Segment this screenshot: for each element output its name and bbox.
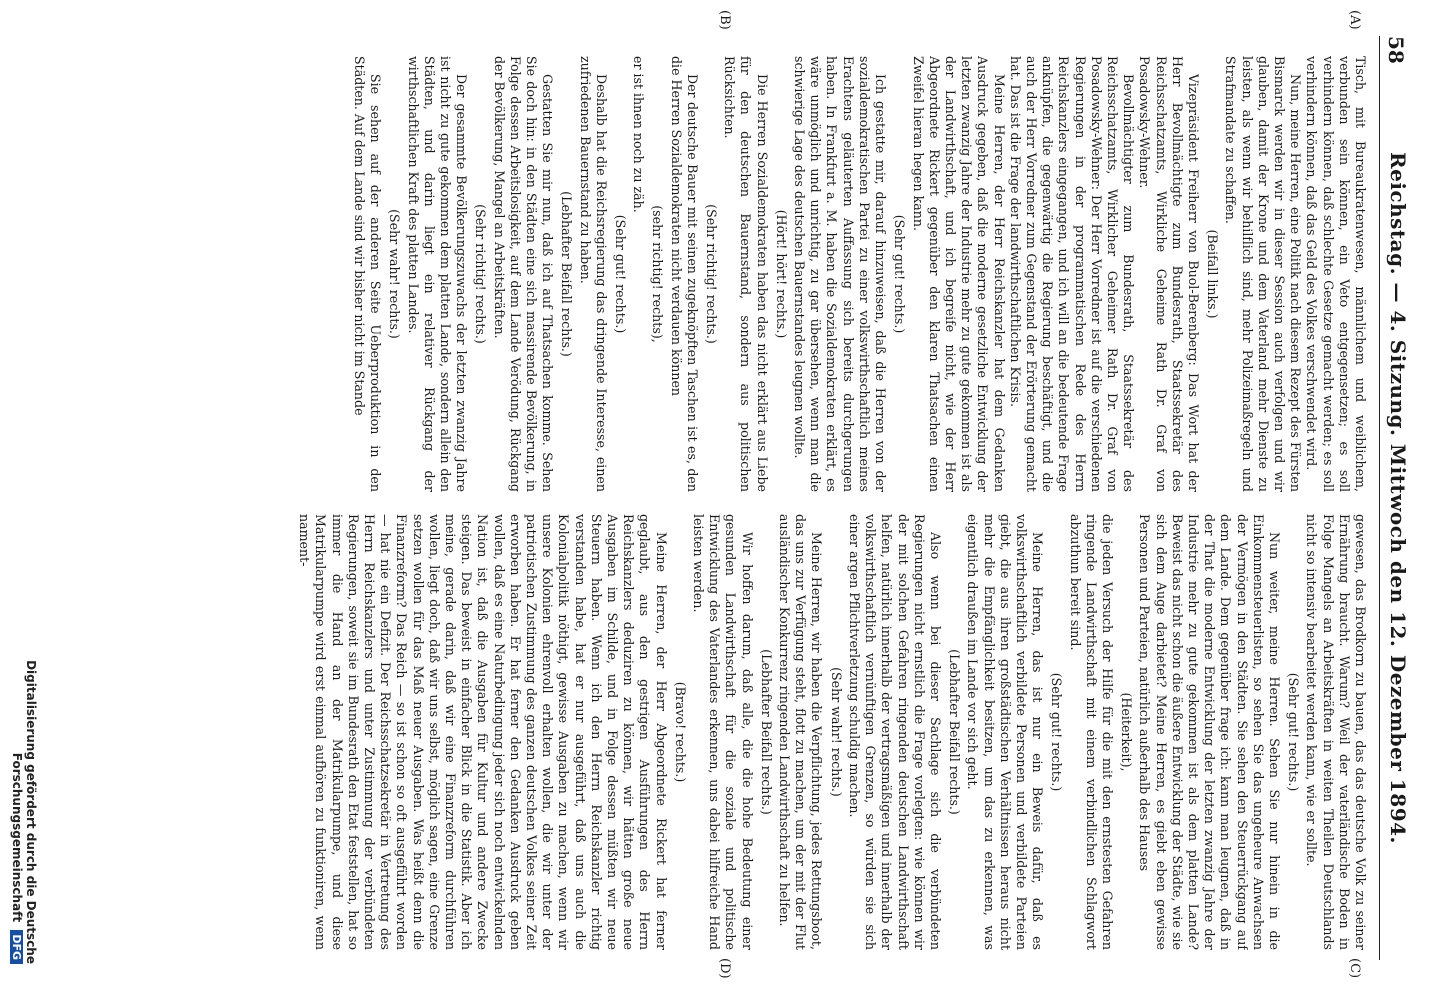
- paragraph: Bevollmächtigter zum Bundesrath, Staatssekretär des Reichsschatzamts, Wirklicher Geheimer Rath Dr. Graf von Posadowsky-Wehner: Der Herr Vorredner ist auf die verschiedenen Regierungen in der programmatischen Rede des Herrn Reichskanzlers eingegangen, und ich will an die bedeutende Frage anknüpfen, die gegenwärtig die Regierung beschäftigt, und die auch der Herr Vorredner zum Gegenstand der Erörterung gemacht hat. Das ist die Frage der landwirthschaftlichen Krisis.: [1007, 56, 1137, 492]
- stage-direction: (Sehr gut! rechts.): [613, 214, 629, 334]
- margin-marker-c: (C): [1347, 958, 1362, 979]
- paragraph: Nun, meine Herren, eine Politik nach diesem Rezept des Fürsten Bismarck werden wir in dieser Session auch verfolgen und wir glauben, damit der Krone und dem Vaterland mehr Dienste zu leisten, als wenn wir behilflich sind, mehr Polizeimaßregeln und Strafmandate zu schaffen.: [1223, 56, 1304, 492]
- digitization-credit: [10, 560, 38, 964]
- stage-direction: (sehr richtig! rechts),: [650, 205, 666, 343]
- left-column: [70, 56, 1368, 492]
- paragraph: Tisch, mit Bureaukratenwesen, männlichem und weiblichem, verbunden sein können, ein Veto entgegensetzen; es soll verhindern können, daß schlechte Gesetze gemacht werden; es soll verhindern können, daß das Geld des Volkes verschwendet wird.: [1304, 56, 1368, 492]
- stage-direction: (Sehr wahr! rechts.): [387, 209, 403, 339]
- stage-direction: (Sehr richtig! rechts.): [473, 204, 489, 344]
- stage-direction: (Sehr gut! rechts.): [892, 214, 908, 334]
- stage-direction: (Sehr gut! rechts.): [1286, 672, 1302, 792]
- credit-text: Digitalisierung gefördert durch die Deutsche Forschungsgemeinschaft: [10, 660, 38, 964]
- paragraph: Meine Herren, der Herr Reichskanzler hat dem Gedanken Ausdruck gegeben, daß die moderne gesetzliche Entwicklung der letzten zwanzig Jahre der Industrie mehr zu gute gekommen ist als der Landwirthschaft, und ich begreife nicht, wie der Herr Abgeordnete Rickert gegenüber den klaren Thatsachen einen Zweifel hieran hegen kann.: [910, 56, 1007, 492]
- paragraph: Die Herren Sozialdemokraten haben das nicht erklärt aus Liebe für den deutschen Bauernstand, sondern aus politischen Rücksichten.: [722, 56, 770, 492]
- stage-direction: (Lebhafter Beifall rechts.): [758, 649, 774, 815]
- paragraph: die jeden Versuch der Hilfe für die mit den ernstesten Gefahren ringende Landwirthschaft mit einem verbindlichen Schlagwort abzuthun bereit sind.: [1067, 514, 1115, 950]
- stage-direction: (Heiterkeit),: [1119, 692, 1135, 772]
- paragraph: Deshalb hat die Reichsregierung das dringende Interesse, einen zufriedenen Bauernstand zu haben.: [577, 56, 609, 492]
- stage-direction: (Beifall links.): [1205, 229, 1221, 319]
- paragraph: Wir hoffen darum, daß alle, die die hohe Bedeutung einer gesunden Landwirthschaft für die soziale und politische Entwicklung des Vaterlandes erkennen, uns dabei hilfreiche Hand leisten werden.: [691, 514, 755, 950]
- paragraph: Also wenn bei dieser Sachlage sich die verbündeten Regierungen nicht ernstlich die Frage vorlegten: wie können wir der mit solchen Gefahren ringenden deutschen Landwirthschaft helfen, natürlich innerhalb der vertragsmäßigen und innerhalb der volkswirthschaftlich vernünftigen Grenzen, so würden sie sich einer argen Pflichtverletzung schuldig machen.: [846, 514, 943, 950]
- stage-direction: (Bravo! rechts.): [672, 681, 688, 783]
- page-number: 58: [1384, 36, 1408, 64]
- dfg-logo: DFG: [10, 930, 23, 964]
- paragraph: Ich gestatte mir, darauf hinzuweisen, daß die Herren von der sozialdemokratischen Partei zu einer volkswirthschaftlich meines Erachtens geläuterten Auffassung sich bereits durchgerungen haben. In Frankfurt a. M. haben die Sozialdemokraten erklärt, es wäre unmöglich und unrichtig, zu gar übersehen, wenn man die schwierige Lage des deutschen Bauernstandes leugnen wollte.: [792, 56, 889, 492]
- paragraph: Gestatten Sie mir nun, daß ich auf Thatsachen komme. Sehen Sie doch hin: in den Städten eine sich massirende Bevölkerung, in Folge dessen Arbeitslosigkeit, auf dem Lande Verödung, Rückgang der Bevölkerung, Mangel an Arbeitskräften.: [491, 56, 556, 492]
- paragraph: Der deutsche Bauer mit seinen zugeknöpften Taschen ist es, den die Herren Sozialdemokraten nicht verdauen können: [668, 56, 700, 492]
- stage-direction: (Sehr wahr! rechts.): [828, 667, 844, 797]
- stage-direction: (Sehr gut! rechts.): [1049, 672, 1065, 792]
- page-header: [1379, 36, 1414, 960]
- paragraph: Meine Herren, wir haben die Verpflichtung, jedes Rettungsboot, das uns zur Verfügung steht, flott zu machen, um der mit der Flut ausländischer Konkurrenz ringenden Landwirthschaft zu helfen.: [777, 514, 825, 950]
- right-column: [70, 514, 1368, 950]
- page-title: Reichstag. — 4. Sitzung. Mittwoch den 12. Dezember 1894.: [1386, 151, 1410, 845]
- paragraph: Der gesammte Bevölkerungszuwachs der letzten zwanzig Jahre ist nicht zu gute gekommen dem platten Lande, sondern allein den Städten, und darin liegt ein relativer Rückgang der wirthschaftlichen Kraft des platten Landes.: [405, 56, 470, 492]
- paragraph: Sie sehen auf der anderen Seite Ueberproduktion in den Städten. Auf dem Lande sind wir bisher nicht im Stande: [352, 56, 384, 492]
- stage-direction: (Sehr richtig! rechts.): [704, 204, 720, 344]
- stage-direction: (Lebhafter Beifall rechts.): [947, 649, 963, 815]
- paragraph: Vizepräsident Freiherr von Buol-Berenberg: Das Wort hat der Herr Bevollmächtigte zum Bundesrath, Staatssekretär des Reichsschatzamts, Wirkliche Geheime Rath Dr. Graf von Posadowsky-Wehner.: [1137, 56, 1201, 492]
- stage-direction: (Lebhafter Beifall rechts.): [559, 191, 575, 357]
- margin-marker-b: (B): [717, 10, 732, 30]
- margin-marker-a: (A): [1347, 10, 1362, 30]
- paragraph: er ist ihnen noch zu zäh.: [631, 56, 647, 213]
- paragraph: Meine Herren, das ist nur ein Beweis dafür, daß es volkswirthschaftlich verbildete Personen und verbildete Parteien giebt, die aus ihren großstädtischen Verhältnissen heraus nicht mehr die Empfänglichkeit besitzen, um das zu erkennen, was eigentlich draußen im Lande vor sich geht.: [965, 514, 1046, 950]
- paragraph: gewesen, das Brodkorn zu bauen, das das deutsche Volk zu seiner Ernährung braucht. Warum? Weil der vaterländische Boden in Folge Mangels an Arbeitskräften in weiten Theilen Deutschlands nicht so intensiv bearbeitet werden kann, wie er sollte.: [1304, 514, 1368, 950]
- margin-marker-d: (D): [717, 958, 732, 979]
- paragraph: Nun weiter, meine Herren. Sehen Sie nur hinein in die Einkommensteuerlisten, so sehen Sie das ungeheure Anwachsen der Vermögen in den Städten. Sie sehen den Steuerrückgang auf dem Lande. Dem gegenüber frage ich: kann man leugnen, daß in der That die moderne Entwicklung der letzten zwanzig Jahre der Industrie mehr zu gute gekommen ist als dem platten Lande? Beweist das nicht schon die äußere Entwicklung der Städte, wie sie sich dem Auge darbietet? Meine Herren, es giebt eben gewisse Personen und Parteien, natürlich außerhalb des Hauses: [1137, 514, 1282, 950]
- stage-direction: (Hört! hört! rechts.): [773, 209, 789, 339]
- paragraph: Meine Herren, der Herr Abgeordnete Rickert hat ferner geglaubt, aus den gestrigen Ausführungen des Herrn Reichskanzlers deduziren zu können, wir hätten große neue Ausgaben im Schilde, und in Folge dessen müßten wir neue Steuern haben. Wenn ich den Herrn Reichskanzler richtig verstanden habe, hat er nur ausgeführt, daß uns auch die Kolonialpolitik nöthigt, gewisse Ausgaben zu machen, wenn wir unsere Kolonien ehrenvoll erhalten wollen, die wir unter der patriotischen Zustimmung des ganzen deutschen Volkes seiner Zeit erworben haben. Er hat ferner den Gedanken Ausdruck geben wollen, daß es eine Naturbedingung jeder sich noch entwickelnden Nation ist, daß die Ausgaben für Kultur und andere Zwecke steigen. Das beweist in einfacher Blick in die Statistik. Aber ich meine, gerade darin, daß wir eine Finanzreform durchführen wollen, liegt doch, daß wir uns selbst, möglich sagen, eine Grenze setzen wollen für das Maß neuer Ausgaben. Was heißt denn die Finanzreform? Das Reich — so ist schon so oft ausgeführt worden — hat nie ein Defizit. Der Reichsschatzsekretär in Vertretung des Herrn Reichskanzlers und unter Zustimmung der verbündeten Regierungen, soweit sie im Bundesrath den Etat feststellen, hat so immer die Hand an der Matrikularpumpe, und diese Matrikularpumpe wird erst einmal aufhören zu funktioniren, wenn nament-: [297, 514, 669, 950]
